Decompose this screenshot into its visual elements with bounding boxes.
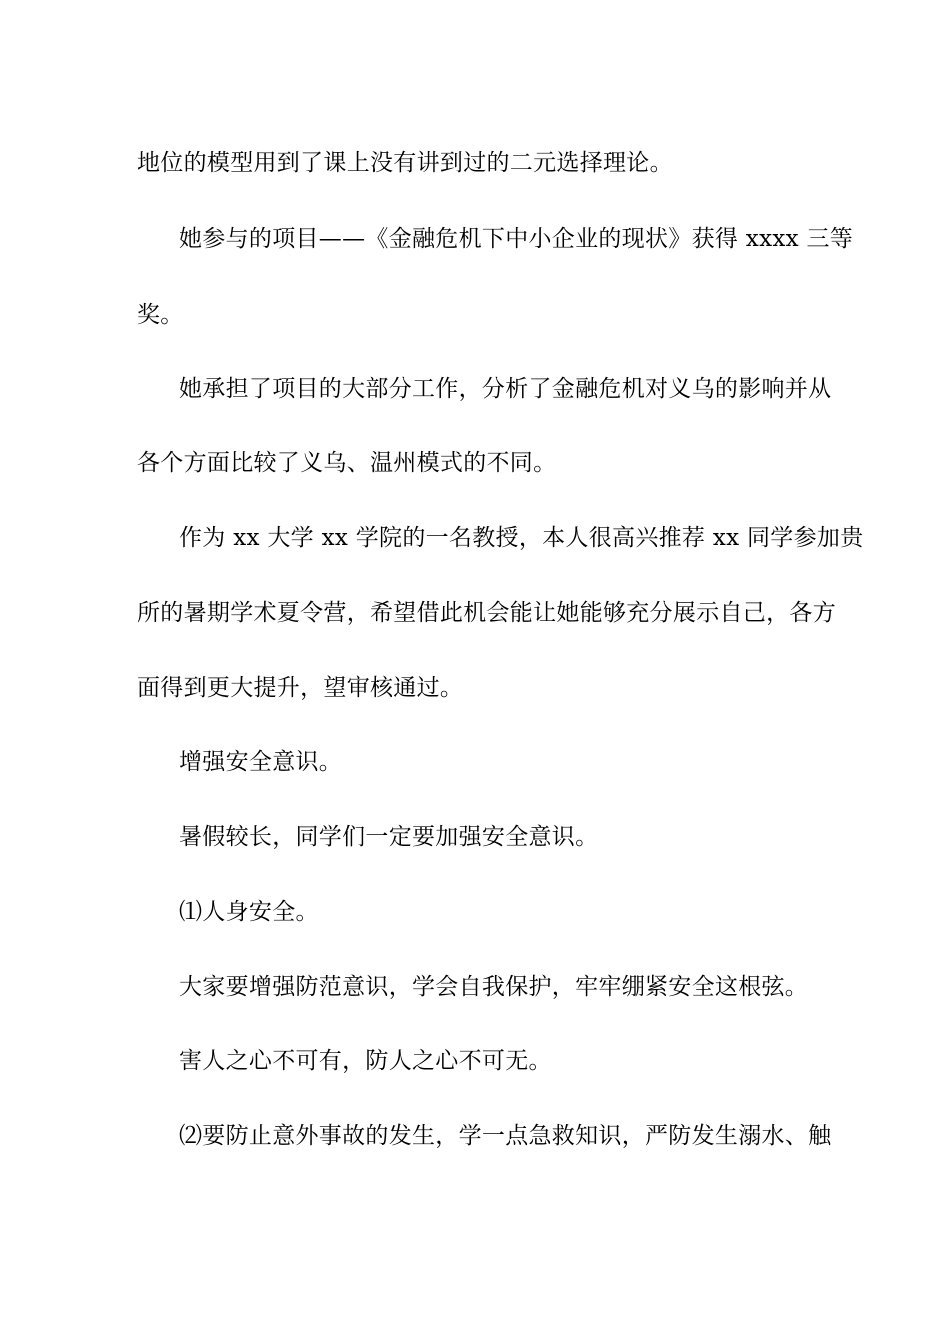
text-line: 地位的模型用到了课上没有讲到过的二元选择理论。 (137, 150, 673, 176)
text-line: 作为 xx 大学 xx 学院的一名教授，本人很高兴推荐 xx 同学参加贵 (179, 525, 864, 551)
text-line: 她参与的项目——《金融危机下中小企业的现状》获得 xxxx 三等 (179, 226, 854, 252)
text-line: 奖。 (137, 302, 184, 328)
text-line: 大家要增强防范意识，学会自我保护，牢牢绷紧安全这根弦。 (179, 974, 809, 1000)
text-line: 她承担了项目的大部分工作，分析了金融危机对义乌的影响并从 (179, 376, 832, 402)
text-line: 害人之心不可有，防人之心不可无。 (179, 1048, 552, 1074)
text-line: 各个方面比较了义乌、温州模式的不同。 (137, 450, 557, 476)
text-line: 所的暑期学术夏令营，希望借此机会能让她能够充分展示自己，各方 (137, 600, 836, 626)
text-line: 暑假较长，同学们一定要加强安全意识。 (179, 824, 599, 850)
list-item-heading: ⑴人身安全。 (179, 899, 319, 925)
list-item: ⑵要防止意外事故的发生，学一点急救知识，严防发生溺水、触 (179, 1123, 832, 1149)
text-line: 面得到更大提升，望审核通过。 (137, 675, 464, 701)
section-heading: 增强安全意识。 (179, 749, 343, 775)
